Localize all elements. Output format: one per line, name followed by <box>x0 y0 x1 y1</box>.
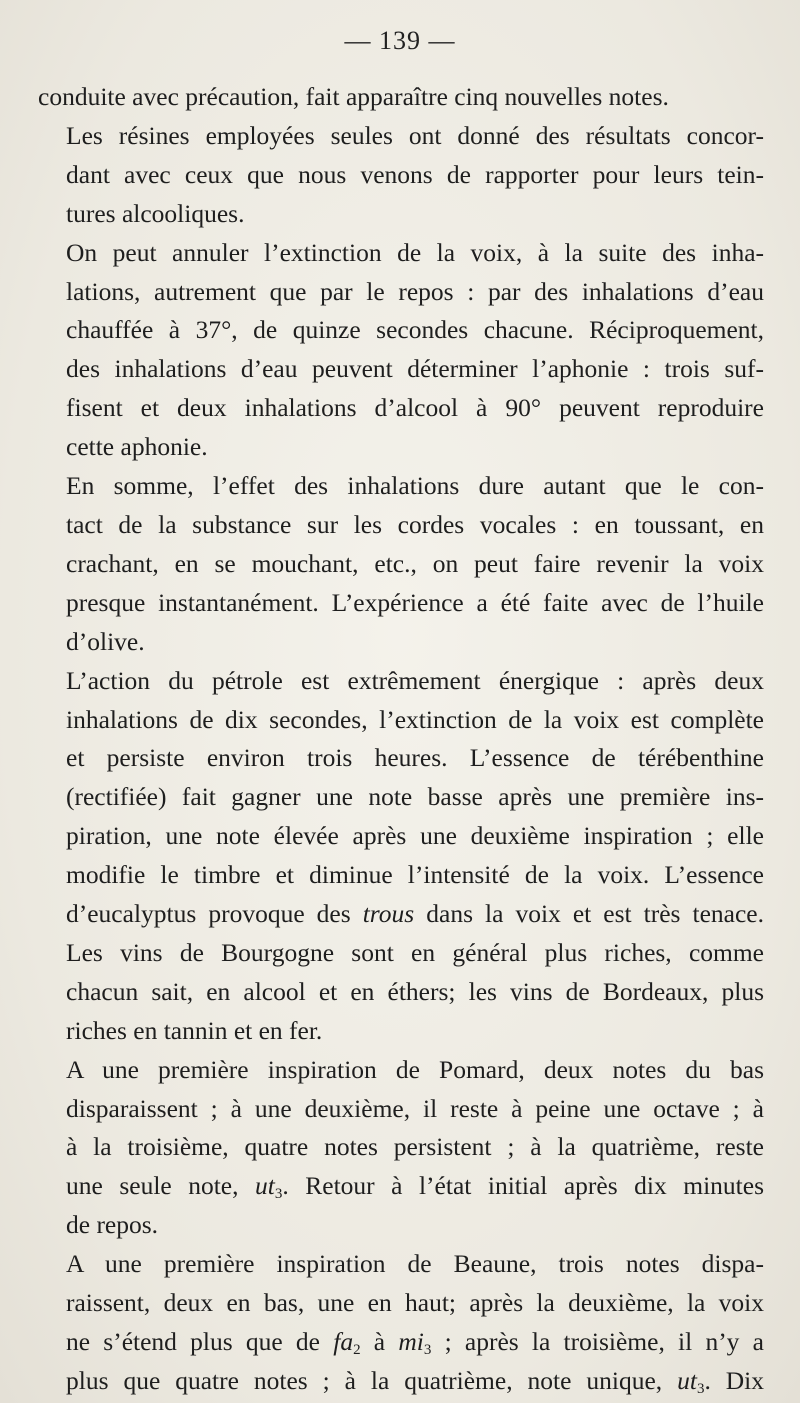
text-line: En somme, l’effet des inhalations dure autant que le con- <box>66 471 764 501</box>
text-line: à la troisième, quatre notes persistent ; à la quatrième, reste <box>66 1132 764 1162</box>
text-line: chacun sait, en alcool et en éthers; les vins de Bordeaux, plus <box>66 976 764 1006</box>
text-line: crachant, en se mouchant, etc., on peut faire revenir la voix <box>66 548 764 578</box>
text-line: dant avec ceux que nous venons de rapporter pour leurs tein- <box>66 159 764 189</box>
text-line: riches en tannin et en fer. <box>66 1015 323 1045</box>
paragraph <box>38 117 764 234</box>
paragraph <box>38 78 764 117</box>
paragraph <box>38 662 764 934</box>
text-line: tact de la substance sur les cordes vocales : en toussant, en <box>66 509 764 539</box>
text-line: chauffée à 37°, de quinze secondes chacune. Réciproquement, <box>66 315 764 345</box>
text-line: Les résines employées seules ont donné des résultats concor- <box>66 120 764 150</box>
text-line: d’eucalyptus provoque des trous dans la voix et est très tenace. <box>66 899 765 929</box>
text-line: plus que quatre notes ; à la quatrième, note unique, $ut_3$. Dix <box>66 1365 765 1397</box>
paragraph <box>38 1245 764 1401</box>
text-line: lations, autrement que par le repos : par des inhalations d’eau <box>66 276 764 306</box>
text-line: et persiste environ trois heures. L’essence de térébenthine <box>66 743 764 773</box>
text-line: des inhalations d’eau peuvent déterminer l’aphonie : trois suf- <box>66 354 764 384</box>
text-line: A une première inspiration de Pomard, deux notes du bas <box>66 1054 764 1084</box>
text-line: disparaissent ; à une deuxième, il reste à peine une octave ; à <box>66 1093 764 1123</box>
text-line: une seule note, $ut_3$. Retour à l’état initial après dix minutes <box>66 1171 764 1203</box>
text-line: presque instantanément. L’expérience a été faite avec de l’huile <box>66 587 764 617</box>
text-line: fisent et deux inhalations d’alcool à 90° peuvent reproduire <box>66 393 764 423</box>
paragraph <box>38 934 764 1051</box>
text-line: (rectifiée) fait gagner une note basse après une première ins- <box>66 782 764 812</box>
paragraph <box>38 234 764 467</box>
text-line: Les vins de Bourgogne sont en général plus riches, comme <box>66 937 764 967</box>
page-number: — 139 — <box>344 26 456 55</box>
text-line: conduite avec précaution, fait apparaître cinq nouvelles notes. <box>38 82 669 111</box>
text-line: A une première inspiration de Beaune, trois notes dispa- <box>66 1249 764 1279</box>
text-line: d’olive. <box>66 626 145 656</box>
text-line: cette aphonie. <box>66 432 208 462</box>
text-line: ne s’étend plus que de $fa_2$ à $mi_3$ ; après la troisième, il n’y a <box>66 1327 764 1358</box>
text-line: L’action du pétrole est extrêmement énergique : après deux <box>66 665 764 695</box>
text-line: On peut annuler l’extinction de la voix, à la suite des inha- <box>66 237 764 267</box>
paragraph <box>38 467 764 662</box>
text-line: de repos. <box>66 1210 159 1240</box>
text-line: piration, une note élevée après une deuxième inspiration ; elle <box>66 821 764 851</box>
text-line: tures alcooliques. <box>66 198 245 228</box>
body-text <box>38 78 764 1401</box>
paragraph <box>38 1051 764 1246</box>
text-line: modifie le timbre et diminue l’intensité de la voix. L’essence <box>66 860 764 890</box>
text-line: inhalations de dix secondes, l’extinction de la voix est complète <box>66 704 764 734</box>
text-line: raissent, deux en bas, une en haut; après la deuxième, la voix <box>66 1288 764 1318</box>
